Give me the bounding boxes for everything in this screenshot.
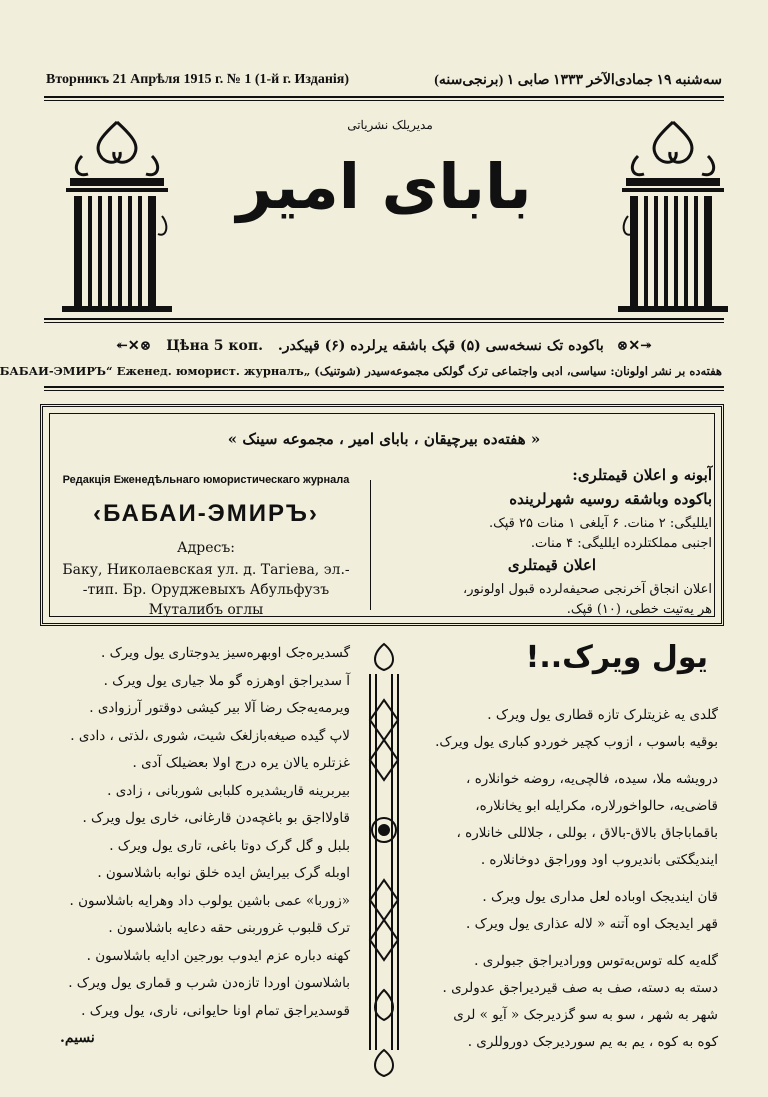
subscription-line-2: اجنبی مملکتلرده ایللیگی: ۴ منات. (530, 536, 712, 551)
poem-line: آ سدیراجق اوهرزه گو ملا جیاری یول ویرک . (103, 672, 350, 689)
vertical-column-ornament-icon (362, 640, 406, 1080)
poem-line: باشلاسون اوردا تازه‌دن شرب و قماری یول ویرک . (68, 975, 350, 991)
dateline-arabic: سه‌شنبه ۱۹ جمادی‌الآخر ۱۳۳۳ صابی ۱ (برنجی‌سنه) (434, 73, 722, 88)
subscription-heading: آبونه و اعلان قیمتلری: (572, 466, 712, 484)
poem-line: کوه به کوه ، یم به یم سوردیرجک دوروللری . (467, 1034, 718, 1050)
poem-line: دسته به دسته، صف به صف قیردیراجق عدولری . (442, 980, 718, 996)
publisher-note: مدیریلک نشریاتی (347, 118, 433, 132)
ornament-right-icon: ⊗✕↠ (616, 338, 652, 354)
poem-line: قهر ایدیجک اوه آتنه « لاله عذاری یول ویرک . (466, 916, 718, 932)
poem-line: قان ایندیجک اوباده لعل مداری یول ویرک . (482, 889, 718, 905)
poem-line: ویرمه‌یه‌جک رضا آلا بیر کیشی دوقتور آرزوادی . (89, 700, 350, 716)
ads-line-2: هر یه‌تیت خطی، (۱۰) قپک. (566, 602, 712, 617)
poem-line: اوبله گرک بیرایش ایده خلق نوابه باشلاسون . (97, 865, 350, 881)
info-box-divider (370, 480, 371, 610)
subline-rule (44, 386, 724, 388)
subscription-line-1: ایللیگی: ۲ منات. ۶ آیلغی ۱ منات ۲۵ قپک. (488, 516, 712, 531)
poem-title: یول ویرک..! (525, 640, 708, 675)
poem-line: باقماباجاق بالاق-بالاق ، بوللی ، جلاللی خانلاره ، (456, 825, 718, 841)
masthead-rule-thin (44, 322, 724, 323)
top-rule (44, 96, 724, 98)
journal-subline: هفته‌ده بر نشر اولونان: سیاسی، ادبی واجتماعی ترک گولکی مجموعه‌سیدر (شوتنیک) „БАБАИ-ЭМИРЪ“ Еженед. юморист. журналъ (0, 364, 722, 378)
price-arabic: باکوده تک نسخه‌سی (۵) قپک باشقه یرلرده (۶) قپیکدر. (277, 338, 604, 354)
poem-line: گلدی یه غزیتلرک تازه قطاری یول ویرک . (487, 707, 718, 723)
ads-heading: اعلان قیمتلری (507, 556, 597, 574)
poem-line: ترک قلبوب غروربنی حقه دعایه باشلاسون . (108, 920, 350, 936)
poem-line: شهر به شهر ، سو به سو گزدیرجک « آیو » لری (453, 1007, 718, 1023)
poem-line: گله‌یه کله توس‌به‌توس وورادیراجق جبولری . (474, 953, 718, 969)
left-gate-ornament-icon (62, 116, 172, 316)
poem-line: قوسدیراجق تمام اونا حایوانی، ناری، یول ویرک . (81, 1002, 350, 1019)
poem-line: درویشه ملا، سیده، فالچی‌یه، روضه خوانلاره ، (466, 771, 718, 787)
poem-signature: نسیم. (60, 1030, 95, 1046)
poem-line: بلبل و گل گرک دوتا باغی، تاری یول ویرک . (109, 837, 350, 854)
address-label: Адресъ: (177, 540, 235, 556)
address-line-3: Муталибъ оглы (148, 602, 264, 618)
info-box-title: « هفته‌ده بیرچیقان ، بابای امیر ، مجموعه سینک » (227, 430, 541, 448)
poem-line: قاضی‌یه، حالواخورلاره، مکرایله ابو یخانلاره، (475, 798, 718, 814)
poem-line: غزتلره یالان یره درج اولا بعضیلک آدی . (132, 755, 350, 771)
top-rule-thin (44, 100, 724, 101)
poem-line: لاپ گیده صیغه‌بازلغک شیت، شوری ،لذتی ، دادی . (70, 727, 350, 744)
price-russian: Цѣна 5 коп. (166, 338, 263, 354)
poem-line: بوقیه باسوب ، ازوب کچیر خوردو کباری یول ویرک. (435, 734, 718, 750)
poem-line: قاولااجق بو باغچه‌دن قارغانی، خاری یول ویرک . (82, 810, 350, 826)
ornament-left-icon: ↞✕⊗ (116, 338, 152, 354)
poem-line: کهنه دباره عزم ایدوب بورجین ادایه باشلاسون . (86, 947, 350, 964)
masthead-title: بابای امیر (236, 150, 532, 223)
poem-left-column (60, 640, 350, 1053)
editorial-name: ‹БАБАИ-ЭМИРЪ› (93, 500, 319, 527)
poem-line: بیربرینه قاریشدیره کلبابی شوربانی ، زادی . (107, 782, 350, 799)
subline-rule-thin (44, 390, 724, 391)
poem-line: ایندیگکتی باندیروب اود ووراجق دوخانلاره . (480, 852, 718, 868)
address-line-1: Баку, Николаевская ул. д. Тагіева, эл.- (62, 562, 350, 578)
right-gate-ornament-icon (618, 116, 728, 316)
editorial-label: Редакція Еженедѣльнаго юмористическаго журнала (62, 474, 350, 486)
masthead-rule (44, 318, 724, 320)
ads-line-1: اعلان انجاق آخرنجی صحیفه‌لرده قبول اولونور، (463, 582, 712, 597)
poem-line: گسدیره‌جک اوبهره‌سیز یدوجتاری یول ویرک . (101, 645, 350, 661)
poem-line: «زوربا» عمی باشین یولوب داد وهرایه باشلاسون . (69, 892, 350, 909)
price-line (46, 338, 722, 354)
poem-right-column (418, 702, 718, 1056)
address-line-2: -тип. Бр. Оруджевыхъ Абульфузъ (82, 582, 330, 598)
dateline-russian: Вторникъ 21 Апрѣля 1915 г. № 1 (1-й г. Изданія) (46, 72, 350, 87)
subscription-subheading: باکوده وباشقه روسیه شهرلرینده (509, 490, 712, 508)
